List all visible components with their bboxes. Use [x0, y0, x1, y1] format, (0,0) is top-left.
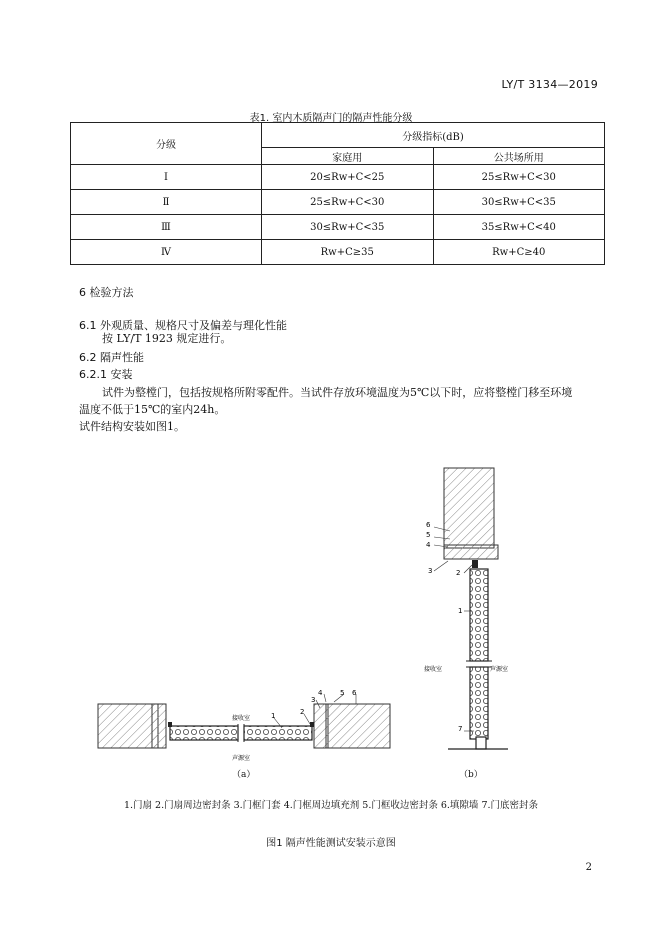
- table-row: [71, 165, 605, 190]
- standard-number: LY/T 3134—2019: [501, 78, 598, 91]
- seal-mark: [168, 722, 172, 727]
- section-6-2-title: 6.2 隔声性能: [79, 351, 144, 364]
- grade-cell: Ⅱ: [71, 190, 262, 215]
- figure-a-label: （a）: [232, 770, 256, 780]
- table-header-row: [71, 123, 605, 148]
- grade-table: [70, 122, 605, 265]
- room-receive-label: 接收室: [424, 666, 443, 673]
- public-cell: 25≤Rw+C<30: [433, 165, 605, 190]
- paragraph-line: 试件结构安装如图1。: [79, 420, 185, 433]
- home-cell: 30≤Rw+C<35: [262, 215, 434, 240]
- door-head-frame: [444, 545, 498, 559]
- home-cell: 20≤Rw+C<25: [262, 165, 434, 190]
- callout-a: 2: [300, 708, 305, 716]
- public-cell: Rw+C≥40: [433, 240, 605, 265]
- paragraph-line: 温度不低于15℃的室内24h。: [79, 403, 226, 416]
- right-wall: [326, 704, 390, 748]
- table-row: [71, 190, 605, 215]
- table-row: [71, 240, 605, 265]
- callout-a: 6: [352, 689, 357, 697]
- header-grade: 分级: [71, 123, 262, 165]
- door-leaf-upper: [470, 569, 488, 661]
- room-source-label: 声源室: [232, 755, 251, 762]
- paragraph-line: 试件为整樘门，包括按规格所附零配件。当试件存放环境温度为5℃以下时，应将整樘门移至环境: [102, 386, 573, 399]
- figure-legend: 1.门扇 2.门扇周边密封条 3.门框门套 4.门框周边填充剂 5.门框收边密封条 6.填隙墙 7.门底密封条: [123, 800, 539, 811]
- section-6-title: 6 检验方法: [79, 286, 134, 299]
- callout-b: 5: [426, 531, 431, 539]
- left-door-frame: [152, 704, 166, 748]
- callout-b: 3: [428, 567, 433, 575]
- header-index: 分级指标(dB): [262, 123, 605, 148]
- home-cell: 25≤Rw+C<30: [262, 190, 434, 215]
- callout-b: 7: [458, 725, 463, 733]
- callout-a: 3: [311, 696, 316, 704]
- callout-a: 4: [318, 689, 323, 697]
- door-leaf-lower: [470, 667, 488, 739]
- public-cell: 30≤Rw+C<35: [433, 190, 605, 215]
- callout-a: 5: [340, 689, 345, 697]
- door-leaf-left: [170, 726, 238, 740]
- callout-b: 1: [458, 607, 463, 615]
- figure-caption: 图1 隔声性能测试安装示意图: [266, 838, 396, 849]
- callout-b: 4: [426, 541, 431, 549]
- figure-b-drawing: [418, 465, 518, 760]
- room-receive-label: 接收室: [232, 715, 251, 722]
- seal-mark: [310, 722, 314, 727]
- section-6-1-text: 按 LY/T 1923 规定进行。: [102, 332, 232, 345]
- left-wall: [98, 704, 158, 748]
- wall-top: [444, 468, 494, 548]
- seal-mark: [472, 560, 478, 568]
- room-source-label: 声源室: [490, 666, 509, 673]
- header-home: 家庭用: [262, 148, 434, 165]
- callout-b: 2: [456, 569, 461, 577]
- grade-cell: Ⅰ: [71, 165, 262, 190]
- callout-b: 6: [426, 521, 431, 529]
- callout-a: 1: [271, 712, 276, 720]
- figure-b-label: （b）: [459, 770, 483, 780]
- table-row: [71, 215, 605, 240]
- grade-cell: Ⅳ: [71, 240, 262, 265]
- door-leaf-right: [244, 726, 312, 740]
- page-number: 2: [585, 862, 592, 873]
- grade-cell: Ⅲ: [71, 215, 262, 240]
- table-caption: 表1. 室内木质隔声门的隔声性能分级: [249, 113, 413, 124]
- public-cell: 35≤Rw+C<40: [433, 215, 605, 240]
- section-6-2-1-title: 6.2.1 安装: [79, 368, 133, 381]
- section-6-1-title: 6.1 外观质量、规格尺寸及偏差与理化性能: [79, 319, 287, 332]
- home-cell: Rw+C≥35: [262, 240, 434, 265]
- header-public: 公共场所用: [433, 148, 605, 165]
- bottom-seal: [476, 737, 486, 749]
- figure-a-drawing: [94, 688, 394, 778]
